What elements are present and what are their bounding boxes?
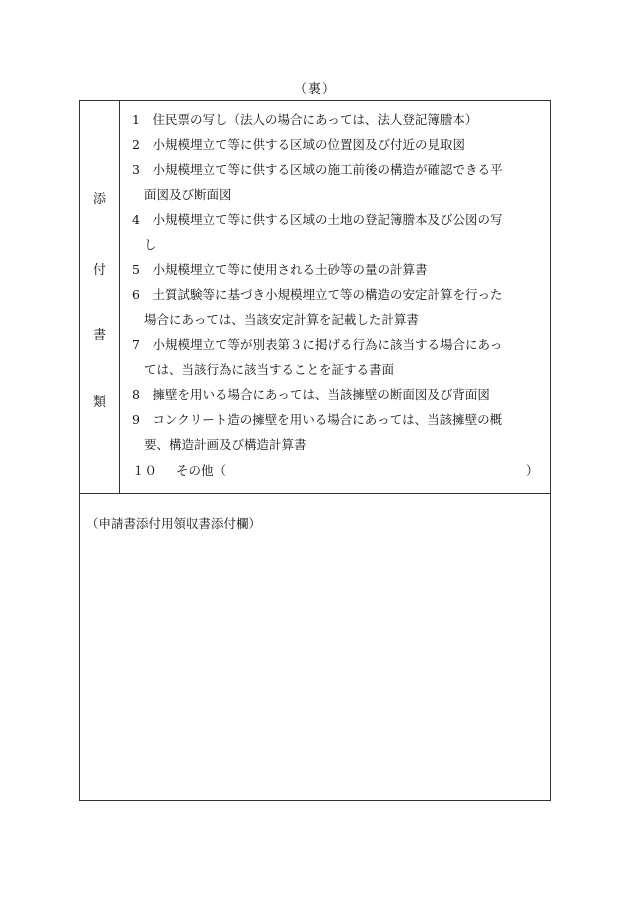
label-char-1: 添 bbox=[92, 192, 106, 207]
label-char-4: 類 bbox=[92, 395, 106, 410]
attachment-item-3: 3 小規模埋立て等に供する区域の施工前後の構造が確認できる平 bbox=[132, 162, 503, 177]
receipt-attachment-area bbox=[80, 494, 550, 800]
label-char-2: 付 bbox=[92, 263, 106, 278]
attachment-item-10-text: その他（ bbox=[176, 463, 227, 478]
attachment-item-3-cont: 面図及び断面図 bbox=[144, 187, 232, 202]
attachment-item-10-number: １０ bbox=[132, 463, 158, 478]
attachments-section bbox=[80, 101, 550, 494]
attachment-item-4-cont: し bbox=[144, 237, 157, 252]
attachment-item-10-close-paren: ） bbox=[526, 463, 539, 478]
label-char-3: 書 bbox=[92, 328, 106, 343]
attachment-item-6: 6 土質試験等に基づき小規模埋立て等の構造の安定計算を行った bbox=[132, 287, 503, 302]
attachment-item-1: 1 住民票の写し（法人の場合にあっては、法人登記簿謄本） bbox=[132, 112, 478, 127]
receipt-caption: （申請書添付用領収書添付欄） bbox=[86, 516, 262, 531]
attachment-item-7-cont: ては、当該行為に該当することを証する書面 bbox=[144, 362, 395, 377]
attachments-label-column bbox=[80, 101, 120, 493]
attachment-item-2: 2 小規模埋立て等に供する区域の位置図及び付近の見取図 bbox=[132, 137, 465, 152]
attachments-list bbox=[120, 101, 550, 493]
page-heading: （裏） bbox=[293, 82, 336, 97]
attachment-item-6-cont: 場合にあっては、当該安定計算を記載した計算書 bbox=[144, 312, 419, 327]
attachment-item-9-cont: 要、構造計画及び構造計算書 bbox=[144, 437, 307, 452]
attachment-item-4: 4 小規模埋立て等に供する区域の土地の登記簿謄本及び公図の写 bbox=[132, 212, 503, 227]
attachment-item-8: 8 擁壁を用いる場合にあっては、当該擁壁の断面図及び背面図 bbox=[132, 387, 490, 402]
attachment-item-5: 5 小規模埋立て等に使用される土砂等の量の計算書 bbox=[132, 262, 428, 277]
attachment-item-7: 7 小規模埋立て等が別表第３に掲げる行為に該当する場合にあっ bbox=[132, 337, 503, 352]
attachment-item-9: 9 コンクリート造の擁壁を用いる場合にあっては、当該擁壁の概 bbox=[132, 412, 503, 427]
attachment-form-table bbox=[79, 100, 551, 801]
